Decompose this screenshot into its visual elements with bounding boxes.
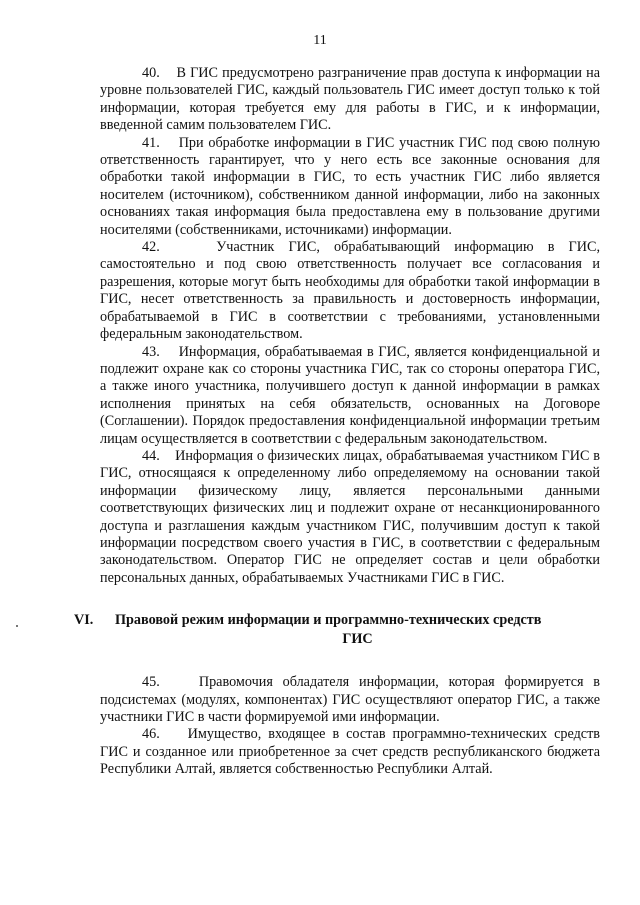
paragraph-text: В ГИС предусмотрено разграничение прав доступа к информации на уровне пользователей ГИС, каждый пользователь ГИС имеет доступ только к той информации, которая требуется ему для работы в ГИС, и к информации, введенной самим пользователем ГИС. — [100, 65, 600, 134]
paragraph-text: Информация, обрабатываемая в ГИС, является конфиденциальной и подлежит охране как со стороны участника ГИС, так со стороны оператора ГИС, а также иного участника, получившего доступ к данной информации в рамках исполнения принятых на себя обязательств, основанных на Договоре (Соглашении). Порядок предоставления конфиденциальной информации третьим лицам осуществляется в соответствии с федеральным законодательством. — [100, 343, 601, 447]
section-gap — [100, 649, 600, 674]
paragraph-number: 45. — [142, 674, 160, 691]
paragraph-number: 41. — [142, 134, 160, 151]
paragraph-text: При обработке информации в ГИС участник ГИС под свою полную ответственность гарантирует, что у него есть все законные основания для обработки такой информации в ГИС, то есть участник ГИС либо является носителем (источником), собственником данной информации, либо на законных основаниях такая информация была предоставлена ему в пользование другими носителями (собственниками, источниками) информации. — [100, 134, 600, 238]
section-number: VI. — [74, 612, 94, 629]
paragraph-text: Участник ГИС, обрабатывающий информацию в ГИС, самостоятельно и под свою ответственность получает все согласования и разрешения, которые могут быть необходимы для обработки такой информации в ГИС, несет ответственность за правильность и достоверность информации, обрабатываемой в ГИС в соответствии с требованиями, установленными федеральным законодательством. — [100, 239, 600, 343]
document-body — [74, 65, 601, 779]
section-heading — [74, 611, 600, 649]
paragraph-text: Информация о физических лицах, обрабатываемая участником ГИС в ГИС, относящаяся к определенному либо определяемому на основании такой информации физическому лицу, является персональными данными соответствующих физических лиц и подлежит охране от несанкционированного доступа и разглашения каждым участником ГИС, получившим доступ к такой информации посредством своего участия в ГИС, в соответствии с федеральным законодательством. Оператор ГИС не определяет состав и цели обработки персональных данных, обрабатываемых Участниками ГИС в ГИС. — [100, 447, 600, 586]
paragraph-number: 44. — [142, 447, 160, 464]
paragraph-43 — [100, 344, 600, 448]
paragraph-number: 46. — [142, 726, 160, 743]
paragraph-44 — [100, 448, 600, 587]
section-title-line2: ГИС — [342, 631, 373, 648]
paragraph-text: Правомочия обладателя информации, которая формируется в подсистемах (модулях, компонентах) ГИС осуществляют оператор ГИС, а также участники ГИС в части формируемой ими информации. — [100, 674, 600, 725]
paragraph-number: 42. — [142, 239, 160, 256]
paragraph-46 — [100, 726, 600, 778]
paragraph-40 — [100, 65, 600, 135]
page-number: 11 — [313, 33, 327, 48]
paragraph-41 — [100, 135, 600, 239]
scan-speck — [16, 625, 18, 627]
section-title-line1: Правовой режим информации и программно-технических средств — [115, 612, 542, 629]
paragraph-number: 40. — [142, 65, 160, 81]
paragraph-45 — [100, 674, 600, 726]
paragraph-text: Имущество, входящее в состав программно-технических средств ГИС и созданное или приобретенное за счет средств республиканского бюджета Республики Алтай, является собственностью Республики Алтай. — [100, 726, 601, 778]
paragraph-number: 43. — [142, 343, 160, 360]
paragraph-42 — [100, 239, 600, 343]
